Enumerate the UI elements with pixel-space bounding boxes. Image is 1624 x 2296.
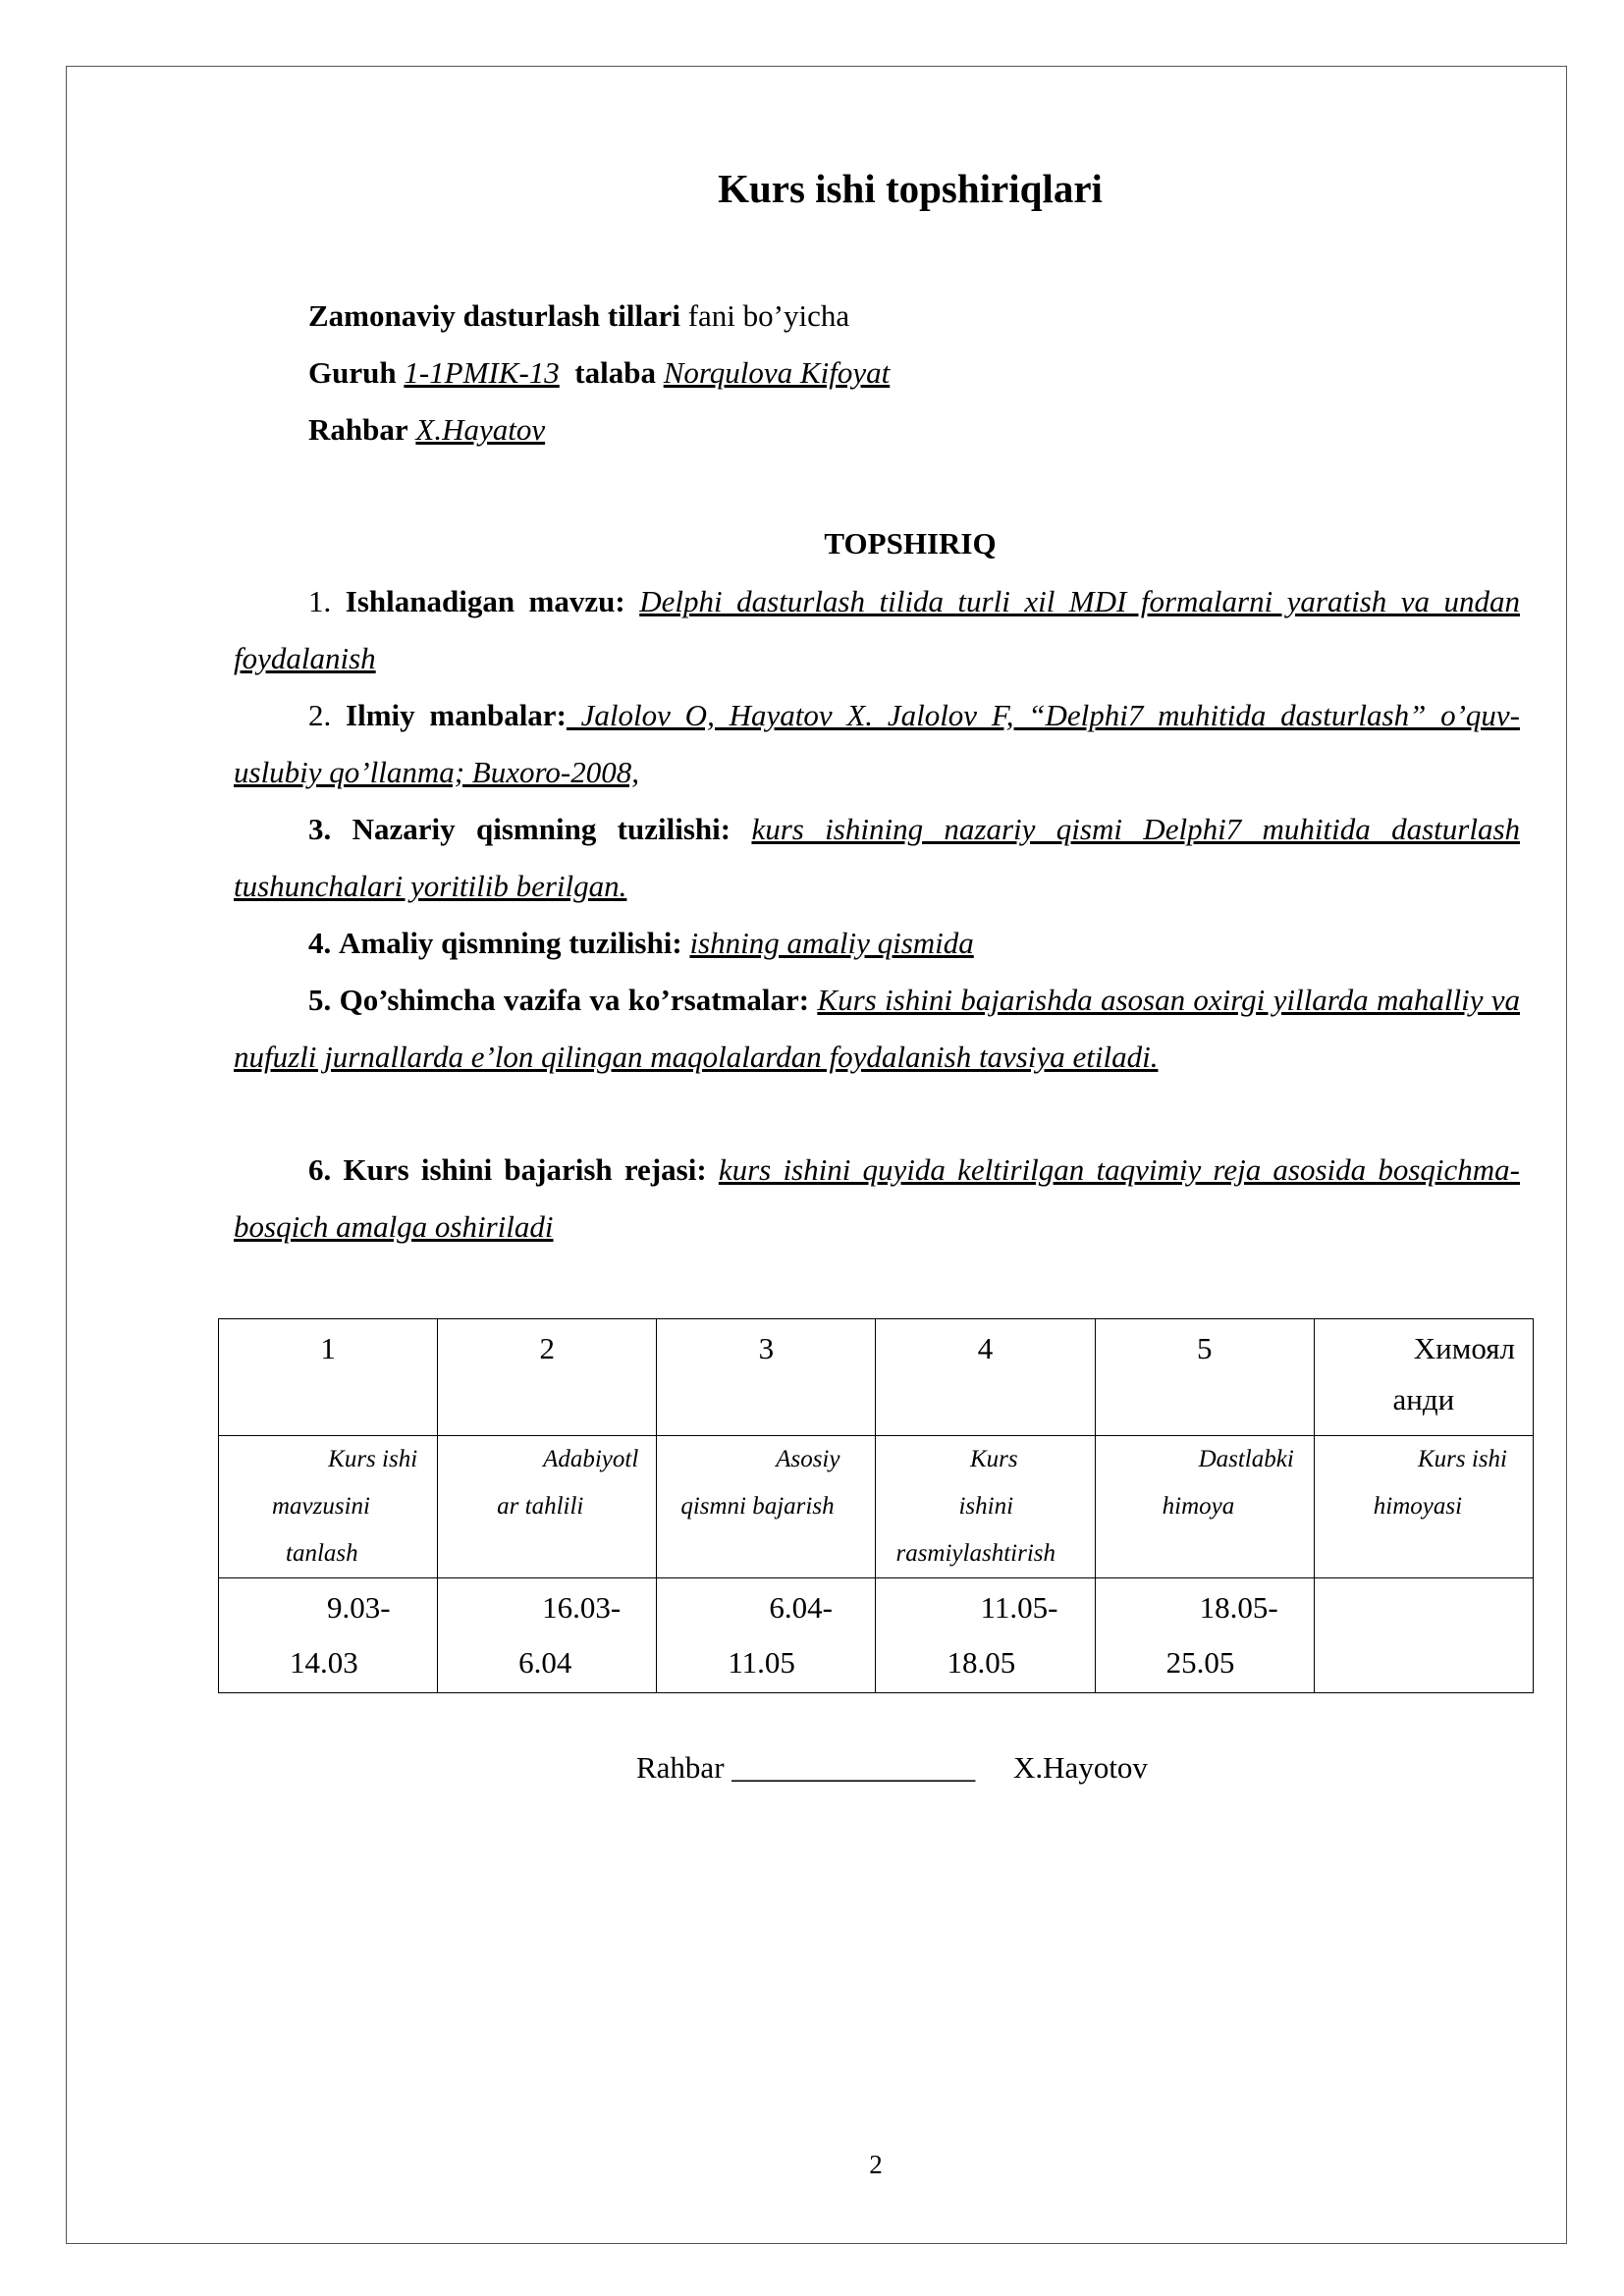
subject-line [308, 298, 849, 334]
task-label: Ishlanadigan mavzu: [345, 584, 625, 618]
task-6 [234, 1142, 1520, 1255]
task-number: 3. [308, 812, 332, 846]
supervisor-line [308, 412, 545, 448]
task-label: Nazariy qismning tuzilishi: [352, 812, 731, 846]
task-label: Kurs ishini bajarish rejasi: [343, 1152, 707, 1187]
signature-label: Rahbar [636, 1750, 725, 1785]
section-title: TOPSHIRIQ [824, 526, 997, 561]
subject-name: Zamonaviy dasturlash tillari [308, 298, 680, 333]
student-label: talaba [574, 355, 656, 390]
task-label: Ilmiy manbalar: [346, 698, 567, 732]
stage-cell: Adabiyotl ar tahlili [438, 1436, 657, 1578]
document-title: Kurs ishi topshiriqlari [718, 166, 1103, 211]
task-number: 6. [308, 1152, 332, 1187]
table-stage-row [219, 1436, 1534, 1578]
task-text: kurs ishining nazariy qismi Delphi7 muhitida dasturlash tushunchalari yoritilib berilgan. [234, 812, 1521, 903]
table-date-row [219, 1578, 1534, 1693]
task-label: Qo’shimcha vazifa va ko’rsatmalar: [339, 983, 810, 1017]
date-cell: 6.04- 11.05 [657, 1578, 876, 1693]
task-5 [234, 972, 1520, 1086]
stage-cell: Dastlabki himoya [1095, 1436, 1314, 1578]
header-cell: 5 [1095, 1319, 1314, 1436]
date-cell: 16.03- 6.04 [438, 1578, 657, 1693]
stage-cell: Asosiy qismni bajarish [657, 1436, 876, 1578]
table-header-row [219, 1319, 1534, 1436]
supervisor-name: X.Hayatov [415, 412, 546, 447]
group-label: Guruh [308, 355, 397, 390]
header-cell: 4 [876, 1319, 1095, 1436]
task-text: ishning amaliy qismida [689, 926, 974, 960]
student-name: Norqulova Kifoyat [663, 355, 891, 390]
subject-suffix: fani bo’yicha [687, 298, 850, 333]
task-2 [234, 687, 1520, 801]
task-number: 1. [308, 584, 332, 618]
task-4 [234, 915, 1520, 972]
date-cell: 9.03- 14.03 [219, 1578, 438, 1693]
page-number: 2 [869, 2150, 883, 2179]
signature-blank: ________________ [731, 1750, 976, 1785]
date-cell: 11.05- 18.05 [876, 1578, 1095, 1693]
header-cell: Химоял анди [1314, 1319, 1533, 1436]
stage-cell: Kurs ishi mavzusini tanlash [219, 1436, 438, 1578]
group-value: 1-1PMIK-13 [404, 355, 560, 390]
task-text: Jalolov O, Hayatov X. Jalolov F, “Delphi7 muhitida dasturlash” o’quv-uslubiy qo’llanma; Buxoro-2008, [234, 698, 1520, 789]
supervisor-label: Rahbar [308, 412, 408, 447]
stage-cell: Kurs ishi himoyasi [1314, 1436, 1533, 1578]
task-3 [234, 801, 1520, 915]
signature-line [636, 1750, 1148, 1786]
task-number: 4. [308, 926, 332, 960]
signature-name: X.Hayotov [1013, 1750, 1148, 1785]
header-cell: 2 [438, 1319, 657, 1436]
stage-cell: Kurs ishini rasmiylashtirish [876, 1436, 1095, 1578]
task-1 [234, 573, 1520, 687]
header-cell: 3 [657, 1319, 876, 1436]
task-label: Amaliy qismning tuzilishi: [339, 926, 682, 960]
plan-table [218, 1318, 1534, 1693]
group-line [308, 355, 890, 391]
header-cell: 1 [219, 1319, 438, 1436]
task-text: Delphi dasturlash tilida turli xil MDI formalarni yaratish va undan foydalanish [234, 584, 1521, 675]
date-cell [1314, 1578, 1533, 1693]
date-cell: 18.05- 25.05 [1095, 1578, 1314, 1693]
task-number: 2. [308, 698, 332, 732]
task-number: 5. [308, 983, 332, 1017]
task-text: Kurs ishini bajarishda asosan oxirgi yillarda mahalliy va nufuzli jurnallarda e’lon qilingan maqolalardan foydalanish tavsiya etiladi. [234, 983, 1521, 1074]
task-text: kurs ishini quyida keltirilgan taqvimiy reja asosida bosqichma-bosqich amalga oshiriladi [234, 1152, 1520, 1244]
